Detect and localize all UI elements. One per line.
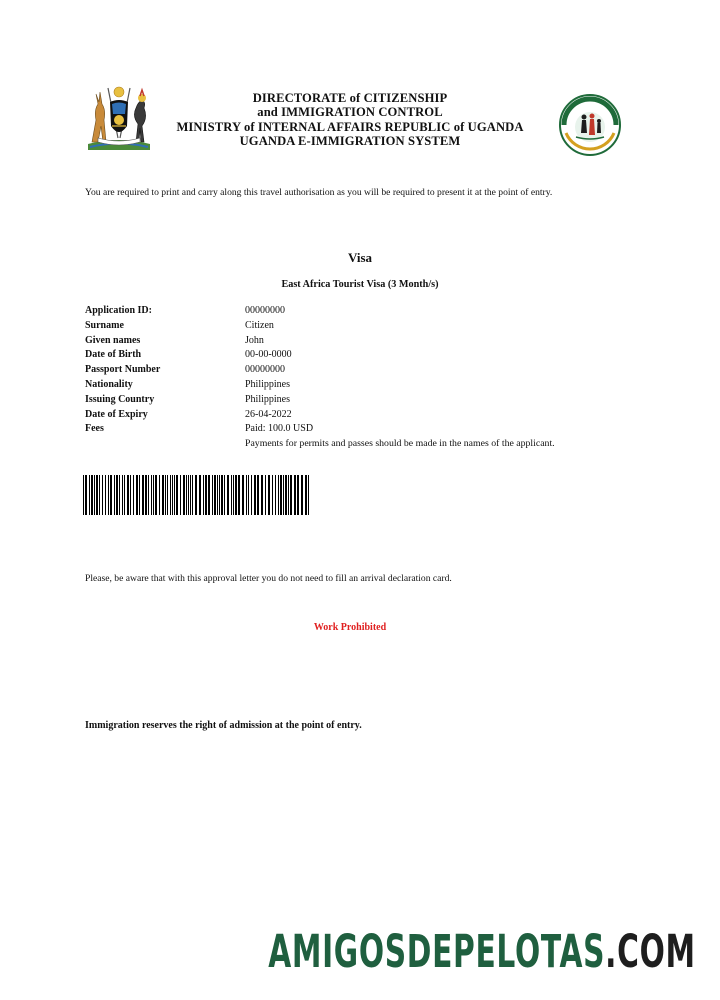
barcode-bar: [219, 475, 220, 515]
barcode-bar: [248, 475, 249, 515]
barcode-bar: [199, 475, 201, 515]
barcode-bar: [285, 475, 287, 515]
barcode-bar: [116, 475, 118, 515]
visa-title: Visa: [347, 250, 373, 265]
field-value: Citizen: [245, 319, 274, 331]
barcode-bar: [99, 475, 100, 515]
field-row-fees: [85, 422, 645, 437]
field-row-date-of-expiry: [85, 408, 645, 423]
field-label: Nationality: [85, 378, 133, 390]
barcode-bar: [186, 475, 187, 515]
barcode-bar: [142, 475, 144, 515]
applicant-details: [85, 304, 645, 450]
barcode-bar: [308, 475, 309, 515]
barcode-bar: [214, 475, 216, 515]
barcode-bar: [272, 475, 273, 515]
field-label: Fees: [85, 423, 104, 435]
watermark-suffix: .COM: [605, 925, 696, 978]
barcode-bar: [288, 475, 289, 515]
barcode-bar: [119, 475, 120, 515]
field-label: Passport Number: [85, 364, 161, 376]
barcode-bar: [227, 475, 229, 515]
barcode-bar: [233, 475, 234, 515]
barcode-bar: [148, 475, 149, 515]
field-value: 00-00-0000: [245, 349, 292, 361]
barcode-bar: [174, 475, 175, 515]
barcode-bar: [155, 475, 157, 515]
barcode-bar: [145, 475, 147, 515]
barcode-bar: [301, 475, 303, 515]
barcode-bar: [275, 475, 276, 515]
field-value: Philippines: [245, 393, 291, 405]
field-label: Surname: [85, 319, 124, 331]
field-label: Date of Birth: [85, 349, 142, 361]
visa-type: East Africa Tourist Visa (3 Month/s): [281, 279, 439, 290]
barcode-bar: [268, 475, 270, 515]
field-row-date-of-birth: [85, 348, 645, 363]
header-line-immigration: and IMMIGRATION CONTROL: [257, 105, 443, 120]
field-value: 00000000: [245, 305, 285, 316]
fees-note: Payments for permits and passes should be made in the names of the applicant.: [245, 438, 555, 450]
barcode-bar: [188, 475, 189, 515]
barcode-bar: [283, 475, 284, 515]
barcode-bar: [136, 475, 138, 515]
barcode-bar: [176, 475, 178, 515]
barcode-bar: [130, 475, 131, 515]
barcode-bar: [290, 475, 292, 515]
barcode-bar: [254, 475, 256, 515]
field-row-nationality: [85, 378, 645, 393]
coat-of-arms-logo: [84, 80, 154, 152]
print-notice: You are required to print and carry along this travel authorisation as you will be required to present it at the point of entry.: [85, 187, 553, 198]
field-value: Paid: 100.0 USD: [245, 423, 314, 435]
barcode-bar: [190, 475, 191, 515]
barcode-bar: [159, 475, 160, 515]
barcode-bar: [96, 475, 98, 515]
barcode-bar: [110, 475, 112, 515]
field-row-application-id: [85, 304, 645, 319]
barcode-bar: [114, 475, 115, 515]
barcode-bar: [278, 475, 279, 515]
barcode-bar: [89, 475, 90, 515]
barcode-bar: [297, 475, 299, 515]
barcode-bar: [151, 475, 152, 515]
barcode-bar: [203, 475, 204, 515]
field-value: 00000000: [245, 364, 285, 376]
barcode-bar: [221, 475, 223, 515]
field-label: Issuing Country: [85, 393, 155, 405]
header-line-system: UGANDA E-IMMIGRATION SYSTEM: [239, 134, 461, 149]
barcode-bar: [153, 475, 154, 515]
barcode-bar: [305, 475, 307, 515]
barcode-bar: [94, 475, 95, 515]
document-header: [150, 91, 550, 149]
header-line-ministry: MINISTRY of INTERNAL AFFAIRS REPUBLIC of UGANDA: [176, 119, 524, 134]
field-row-passport-number: [85, 363, 645, 378]
field-label: Application ID:: [85, 305, 152, 316]
field-row-issuing-country: [85, 393, 645, 408]
barcode-bar: [83, 475, 84, 515]
barcode-bar: [205, 475, 207, 515]
work-status: Work Prohibited: [313, 622, 387, 633]
arrival-notice: Please, be aware that with this approval letter you do not need to fill an arrival declaration card.: [85, 573, 452, 584]
field-row-given-names: [85, 334, 645, 349]
watermark-main: AMIGOSDEPELOTAS: [268, 925, 606, 978]
barcode-bar: [122, 475, 123, 515]
immigration-seal-logo: [558, 93, 622, 157]
barcode-bar: [235, 475, 237, 515]
barcode-bar: [195, 475, 197, 515]
field-label: Given names: [85, 334, 141, 346]
field-value: Philippines: [245, 378, 291, 390]
barcode-bar: [108, 475, 109, 515]
barcode-bar: [224, 475, 225, 515]
barcode-bar: [246, 475, 247, 515]
barcode-bar: [280, 475, 282, 515]
field-value: John: [245, 334, 264, 346]
barcode-bar: [183, 475, 185, 515]
barcode-bar: [251, 475, 252, 515]
barcode-bar: [192, 475, 193, 515]
field-row-surname: [85, 319, 645, 334]
watermark: [269, 922, 696, 982]
header-line-directorate: DIRECTORATE of CITIZENSHIP: [252, 91, 448, 105]
barcode-bar: [294, 475, 296, 515]
barcode-bar: [257, 475, 259, 515]
barcode-bar: [139, 475, 140, 515]
barcode-bar: [91, 475, 93, 515]
barcode-bar: [127, 475, 129, 515]
field-label: Date of Expiry: [85, 408, 148, 420]
barcode-bar: [172, 475, 173, 515]
barcode-bar: [212, 475, 213, 515]
barcode-bar: [102, 475, 103, 515]
barcode-bar: [217, 475, 218, 515]
barcode-bar: [133, 475, 134, 515]
barcode-bar: [167, 475, 168, 515]
barcode-bar: [242, 475, 244, 515]
barcode-bar: [180, 475, 181, 515]
barcode-bar: [165, 475, 166, 515]
barcode-bar: [238, 475, 240, 515]
barcode-bar: [265, 475, 266, 515]
barcode-bar: [85, 475, 87, 515]
barcode-bar: [231, 475, 232, 515]
barcode-bar: [162, 475, 164, 515]
barcode-bar: [105, 475, 106, 515]
barcode-bar: [124, 475, 125, 515]
admission-notice: Immigration reserves the right of admission at the point of entry.: [85, 720, 362, 731]
barcode-bar: [261, 475, 263, 515]
field-value: 26-04-2022: [245, 408, 292, 420]
barcode-bar: [170, 475, 171, 515]
barcode: [83, 475, 311, 515]
barcode-bar: [208, 475, 210, 515]
